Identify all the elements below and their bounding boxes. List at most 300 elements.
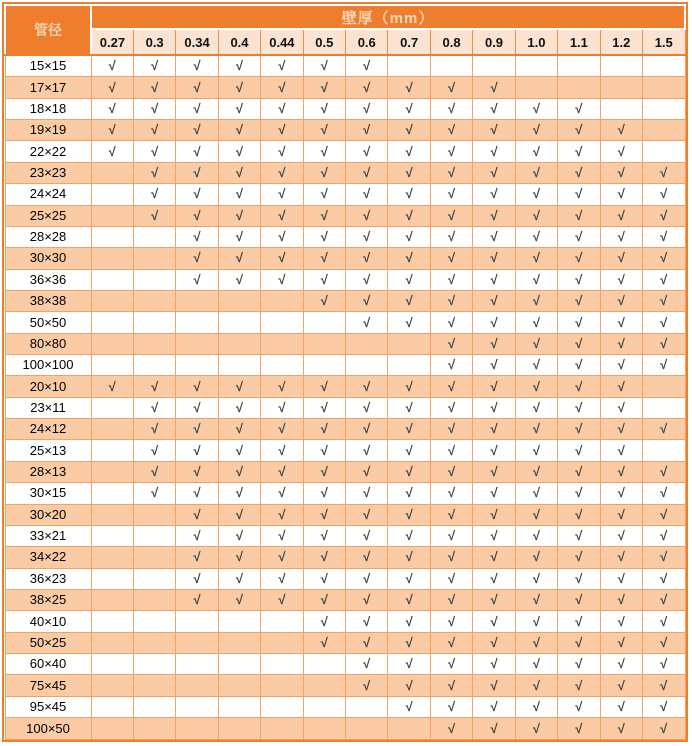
availability-check-cell: √ <box>558 568 600 589</box>
availability-check-cell: √ <box>133 461 175 482</box>
pipe-size-cell: 100×50 <box>5 718 91 740</box>
availability-check-cell: √ <box>515 696 557 717</box>
availability-check-cell: √ <box>430 525 472 546</box>
availability-empty-cell <box>176 696 218 717</box>
availability-check-cell: √ <box>261 504 303 525</box>
availability-empty-cell <box>218 333 260 354</box>
availability-check-cell: √ <box>176 269 218 290</box>
availability-check-cell: √ <box>642 590 685 611</box>
availability-check-cell: √ <box>515 547 557 568</box>
availability-check-cell: √ <box>430 440 472 461</box>
availability-check-cell: √ <box>218 547 260 568</box>
availability-check-cell: √ <box>261 461 303 482</box>
table-row <box>5 248 685 269</box>
pipe-size-cell: 17×17 <box>5 77 91 98</box>
table-body <box>5 55 685 740</box>
availability-check-cell: √ <box>261 248 303 269</box>
table-row <box>5 718 685 740</box>
availability-check-cell: √ <box>388 376 430 397</box>
availability-check-cell: √ <box>600 547 642 568</box>
availability-check-cell: √ <box>515 590 557 611</box>
availability-check-cell: √ <box>133 184 175 205</box>
availability-empty-cell <box>642 397 685 418</box>
availability-empty-cell <box>218 675 260 696</box>
availability-check-cell: √ <box>303 461 345 482</box>
availability-check-cell: √ <box>558 397 600 418</box>
availability-check-cell: √ <box>515 611 557 632</box>
availability-check-cell: √ <box>558 269 600 290</box>
availability-check-cell: √ <box>642 632 685 653</box>
table-row <box>5 397 685 418</box>
availability-check-cell: √ <box>176 397 218 418</box>
availability-check-cell: √ <box>91 55 133 77</box>
availability-check-cell: √ <box>346 205 388 226</box>
availability-empty-cell <box>642 440 685 461</box>
availability-check-cell: √ <box>642 248 685 269</box>
availability-check-cell: √ <box>261 590 303 611</box>
availability-check-cell: √ <box>261 141 303 162</box>
availability-check-cell: √ <box>176 547 218 568</box>
availability-check-cell: √ <box>133 376 175 397</box>
availability-check-cell: √ <box>473 290 515 311</box>
availability-check-cell: √ <box>303 205 345 226</box>
pipe-size-cell: 95×45 <box>5 696 91 717</box>
availability-check-cell: √ <box>91 376 133 397</box>
availability-check-cell: √ <box>303 141 345 162</box>
pipe-size-cell: 19×19 <box>5 120 91 141</box>
table-row <box>5 525 685 546</box>
table-row <box>5 226 685 247</box>
availability-check-cell: √ <box>558 162 600 183</box>
availability-check-cell: √ <box>218 440 260 461</box>
availability-empty-cell <box>133 568 175 589</box>
pipe-size-cell: 25×25 <box>5 205 91 226</box>
availability-check-cell: √ <box>346 632 388 653</box>
availability-check-cell: √ <box>261 184 303 205</box>
availability-check-cell: √ <box>176 141 218 162</box>
availability-check-cell: √ <box>558 525 600 546</box>
availability-check-cell: √ <box>430 419 472 440</box>
pipe-size-cell: 28×28 <box>5 226 91 247</box>
availability-check-cell: √ <box>430 162 472 183</box>
availability-check-cell: √ <box>303 568 345 589</box>
availability-check-cell: √ <box>261 547 303 568</box>
availability-empty-cell <box>218 355 260 376</box>
pipe-size-cell: 18×18 <box>5 98 91 119</box>
availability-check-cell: √ <box>303 525 345 546</box>
availability-check-cell: √ <box>600 333 642 354</box>
availability-check-cell: √ <box>473 141 515 162</box>
availability-check-cell: √ <box>261 419 303 440</box>
availability-empty-cell <box>261 675 303 696</box>
availability-check-cell: √ <box>600 162 642 183</box>
table-row <box>5 141 685 162</box>
availability-check-cell: √ <box>473 162 515 183</box>
availability-check-cell: √ <box>473 440 515 461</box>
availability-check-cell: √ <box>473 675 515 696</box>
availability-check-cell: √ <box>515 504 557 525</box>
availability-check-cell: √ <box>473 654 515 675</box>
pipe-size-cell: 36×23 <box>5 568 91 589</box>
availability-check-cell: √ <box>388 440 430 461</box>
availability-empty-cell <box>218 290 260 311</box>
availability-check-cell: √ <box>515 483 557 504</box>
availability-empty-cell <box>642 141 685 162</box>
availability-check-cell: √ <box>133 397 175 418</box>
table-row <box>5 290 685 311</box>
availability-check-cell: √ <box>176 483 218 504</box>
availability-check-cell: √ <box>346 440 388 461</box>
corner-header-pipe-diameter: 管径 <box>5 5 91 55</box>
availability-check-cell: √ <box>473 184 515 205</box>
availability-check-cell: √ <box>303 376 345 397</box>
availability-check-cell: √ <box>600 440 642 461</box>
availability-empty-cell <box>91 590 133 611</box>
availability-empty-cell <box>642 77 685 98</box>
availability-check-cell: √ <box>642 290 685 311</box>
availability-check-cell: √ <box>642 547 685 568</box>
availability-check-cell: √ <box>430 504 472 525</box>
availability-check-cell: √ <box>558 654 600 675</box>
availability-check-cell: √ <box>303 77 345 98</box>
column-header-thickness: 0.6 <box>346 29 388 55</box>
availability-empty-cell <box>133 590 175 611</box>
availability-check-cell: √ <box>218 120 260 141</box>
pipe-size-cell: 60×40 <box>5 654 91 675</box>
availability-check-cell: √ <box>430 611 472 632</box>
availability-check-cell: √ <box>303 397 345 418</box>
pipe-size-cell: 34×22 <box>5 547 91 568</box>
availability-check-cell: √ <box>346 568 388 589</box>
availability-check-cell: √ <box>430 355 472 376</box>
pipe-size-cell: 80×80 <box>5 333 91 354</box>
availability-empty-cell <box>91 654 133 675</box>
availability-check-cell: √ <box>430 184 472 205</box>
availability-check-cell: √ <box>558 98 600 119</box>
table-row <box>5 440 685 461</box>
availability-empty-cell <box>91 333 133 354</box>
availability-check-cell: √ <box>558 696 600 717</box>
availability-check-cell: √ <box>218 55 260 77</box>
availability-check-cell: √ <box>133 55 175 77</box>
availability-empty-cell <box>133 654 175 675</box>
availability-empty-cell <box>133 504 175 525</box>
availability-empty-cell <box>642 98 685 119</box>
column-header-thickness: 1.2 <box>600 29 642 55</box>
availability-check-cell: √ <box>218 248 260 269</box>
availability-empty-cell <box>642 55 685 77</box>
availability-check-cell: √ <box>430 248 472 269</box>
table-row <box>5 675 685 696</box>
availability-check-cell: √ <box>261 440 303 461</box>
availability-check-cell: √ <box>388 675 430 696</box>
availability-check-cell: √ <box>473 525 515 546</box>
availability-check-cell: √ <box>515 525 557 546</box>
availability-empty-cell <box>91 248 133 269</box>
table-row <box>5 162 685 183</box>
availability-check-cell: √ <box>346 248 388 269</box>
availability-check-cell: √ <box>515 440 557 461</box>
availability-empty-cell <box>133 675 175 696</box>
availability-check-cell: √ <box>642 654 685 675</box>
availability-check-cell: √ <box>133 440 175 461</box>
availability-check-cell: √ <box>388 504 430 525</box>
availability-check-cell: √ <box>218 376 260 397</box>
availability-empty-cell <box>91 675 133 696</box>
availability-check-cell: √ <box>346 55 388 77</box>
availability-check-cell: √ <box>558 718 600 740</box>
availability-check-cell: √ <box>473 355 515 376</box>
availability-empty-cell <box>176 632 218 653</box>
column-header-thickness: 1.0 <box>515 29 557 55</box>
availability-check-cell: √ <box>430 77 472 98</box>
availability-check-cell: √ <box>261 376 303 397</box>
table-row <box>5 98 685 119</box>
column-header-thickness: 0.27 <box>91 29 133 55</box>
availability-check-cell: √ <box>430 718 472 740</box>
availability-check-cell: √ <box>600 525 642 546</box>
availability-check-cell: √ <box>388 77 430 98</box>
column-header-thickness: 0.8 <box>430 29 472 55</box>
availability-check-cell: √ <box>600 205 642 226</box>
availability-check-cell: √ <box>176 226 218 247</box>
pipe-size-cell: 22×22 <box>5 141 91 162</box>
pipe-size-cell: 33×21 <box>5 525 91 546</box>
availability-check-cell: √ <box>91 77 133 98</box>
availability-check-cell: √ <box>303 290 345 311</box>
availability-check-cell: √ <box>600 504 642 525</box>
availability-check-cell: √ <box>388 397 430 418</box>
availability-empty-cell <box>176 355 218 376</box>
availability-empty-cell <box>133 525 175 546</box>
availability-check-cell: √ <box>176 568 218 589</box>
availability-empty-cell <box>218 718 260 740</box>
availability-check-cell: √ <box>346 654 388 675</box>
availability-check-cell: √ <box>642 675 685 696</box>
availability-empty-cell <box>600 55 642 77</box>
pipe-size-cell: 100×100 <box>5 355 91 376</box>
availability-empty-cell <box>133 312 175 333</box>
availability-empty-cell <box>261 333 303 354</box>
availability-check-cell: √ <box>515 333 557 354</box>
availability-empty-cell <box>91 632 133 653</box>
availability-check-cell: √ <box>600 120 642 141</box>
availability-empty-cell <box>303 355 345 376</box>
availability-check-cell: √ <box>176 248 218 269</box>
availability-empty-cell <box>303 654 345 675</box>
availability-check-cell: √ <box>346 376 388 397</box>
availability-empty-cell <box>91 547 133 568</box>
table-row <box>5 483 685 504</box>
column-header-thickness: 0.5 <box>303 29 345 55</box>
availability-check-cell: √ <box>303 226 345 247</box>
availability-check-cell: √ <box>346 590 388 611</box>
availability-empty-cell <box>515 55 557 77</box>
availability-check-cell: √ <box>176 205 218 226</box>
availability-empty-cell <box>91 419 133 440</box>
availability-check-cell: √ <box>430 120 472 141</box>
availability-check-cell: √ <box>430 333 472 354</box>
availability-check-cell: √ <box>473 205 515 226</box>
availability-empty-cell <box>91 440 133 461</box>
table-row <box>5 184 685 205</box>
availability-check-cell: √ <box>473 718 515 740</box>
availability-check-cell: √ <box>388 162 430 183</box>
availability-check-cell: √ <box>600 568 642 589</box>
availability-check-cell: √ <box>642 205 685 226</box>
thickness-availability-table <box>4 4 686 740</box>
availability-check-cell: √ <box>303 611 345 632</box>
availability-empty-cell <box>91 718 133 740</box>
availability-empty-cell <box>91 290 133 311</box>
pipe-size-cell: 50×25 <box>5 632 91 653</box>
availability-check-cell: √ <box>473 632 515 653</box>
availability-check-cell: √ <box>176 461 218 482</box>
availability-empty-cell <box>133 611 175 632</box>
availability-check-cell: √ <box>176 590 218 611</box>
availability-check-cell: √ <box>218 504 260 525</box>
availability-empty-cell <box>515 77 557 98</box>
availability-check-cell: √ <box>346 419 388 440</box>
availability-check-cell: √ <box>218 568 260 589</box>
availability-empty-cell <box>91 269 133 290</box>
availability-check-cell: √ <box>600 696 642 717</box>
availability-empty-cell <box>91 483 133 504</box>
availability-check-cell: √ <box>346 461 388 482</box>
availability-check-cell: √ <box>430 654 472 675</box>
availability-check-cell: √ <box>642 312 685 333</box>
pipe-size-cell: 23×11 <box>5 397 91 418</box>
availability-check-cell: √ <box>388 98 430 119</box>
availability-check-cell: √ <box>642 355 685 376</box>
availability-check-cell: √ <box>388 226 430 247</box>
column-header-thickness: 0.34 <box>176 29 218 55</box>
table-row <box>5 312 685 333</box>
availability-empty-cell <box>91 504 133 525</box>
availability-check-cell: √ <box>600 419 642 440</box>
availability-check-cell: √ <box>346 525 388 546</box>
availability-check-cell: √ <box>642 483 685 504</box>
availability-empty-cell <box>133 333 175 354</box>
availability-check-cell: √ <box>642 568 685 589</box>
availability-empty-cell <box>91 205 133 226</box>
availability-check-cell: √ <box>176 504 218 525</box>
availability-empty-cell <box>133 355 175 376</box>
availability-empty-cell <box>388 355 430 376</box>
availability-empty-cell <box>91 162 133 183</box>
header-wall-thickness-title: 壁厚（mm） <box>91 5 685 29</box>
availability-check-cell: √ <box>473 226 515 247</box>
availability-empty-cell <box>558 77 600 98</box>
availability-check-cell: √ <box>388 269 430 290</box>
availability-check-cell: √ <box>346 77 388 98</box>
availability-check-cell: √ <box>515 269 557 290</box>
pipe-size-cell: 25×13 <box>5 440 91 461</box>
availability-check-cell: √ <box>388 483 430 504</box>
availability-check-cell: √ <box>261 77 303 98</box>
availability-empty-cell <box>218 654 260 675</box>
availability-check-cell: √ <box>430 98 472 119</box>
availability-check-cell: √ <box>133 141 175 162</box>
header-row-thickness-values <box>5 29 685 55</box>
availability-empty-cell <box>176 312 218 333</box>
availability-check-cell: √ <box>133 205 175 226</box>
availability-empty-cell <box>91 461 133 482</box>
availability-empty-cell <box>388 55 430 77</box>
availability-check-cell: √ <box>600 355 642 376</box>
table-row <box>5 632 685 653</box>
availability-check-cell: √ <box>261 269 303 290</box>
availability-check-cell: √ <box>176 525 218 546</box>
availability-empty-cell <box>600 77 642 98</box>
pipe-size-cell: 40×10 <box>5 611 91 632</box>
availability-empty-cell <box>91 568 133 589</box>
availability-empty-cell <box>218 632 260 653</box>
availability-check-cell: √ <box>133 120 175 141</box>
availability-empty-cell <box>133 718 175 740</box>
availability-check-cell: √ <box>600 312 642 333</box>
availability-check-cell: √ <box>303 98 345 119</box>
availability-check-cell: √ <box>515 718 557 740</box>
availability-check-cell: √ <box>430 397 472 418</box>
availability-empty-cell <box>303 696 345 717</box>
table-row <box>5 611 685 632</box>
availability-check-cell: √ <box>473 419 515 440</box>
availability-check-cell: √ <box>218 590 260 611</box>
availability-check-cell: √ <box>346 141 388 162</box>
availability-check-cell: √ <box>430 675 472 696</box>
availability-check-cell: √ <box>600 248 642 269</box>
availability-check-cell: √ <box>473 483 515 504</box>
availability-check-cell: √ <box>218 77 260 98</box>
availability-check-cell: √ <box>473 590 515 611</box>
column-header-thickness: 0.3 <box>133 29 175 55</box>
availability-empty-cell <box>91 355 133 376</box>
availability-check-cell: √ <box>176 77 218 98</box>
availability-check-cell: √ <box>642 525 685 546</box>
availability-check-cell: √ <box>430 312 472 333</box>
availability-check-cell: √ <box>642 696 685 717</box>
availability-check-cell: √ <box>218 461 260 482</box>
availability-check-cell: √ <box>515 141 557 162</box>
availability-check-cell: √ <box>133 483 175 504</box>
availability-check-cell: √ <box>261 162 303 183</box>
availability-check-cell: √ <box>473 98 515 119</box>
availability-check-cell: √ <box>473 397 515 418</box>
availability-check-cell: √ <box>346 162 388 183</box>
availability-check-cell: √ <box>600 184 642 205</box>
availability-check-cell: √ <box>346 98 388 119</box>
availability-empty-cell <box>133 547 175 568</box>
availability-check-cell: √ <box>346 547 388 568</box>
availability-check-cell: √ <box>261 226 303 247</box>
availability-empty-cell <box>388 718 430 740</box>
availability-check-cell: √ <box>261 397 303 418</box>
availability-check-cell: √ <box>388 525 430 546</box>
availability-empty-cell <box>388 333 430 354</box>
availability-check-cell: √ <box>515 312 557 333</box>
availability-check-cell: √ <box>430 568 472 589</box>
availability-check-cell: √ <box>473 312 515 333</box>
availability-check-cell: √ <box>558 120 600 141</box>
availability-empty-cell <box>176 333 218 354</box>
availability-check-cell: √ <box>133 98 175 119</box>
availability-check-cell: √ <box>515 205 557 226</box>
availability-check-cell: √ <box>303 419 345 440</box>
availability-check-cell: √ <box>515 184 557 205</box>
availability-check-cell: √ <box>600 590 642 611</box>
availability-check-cell: √ <box>430 376 472 397</box>
